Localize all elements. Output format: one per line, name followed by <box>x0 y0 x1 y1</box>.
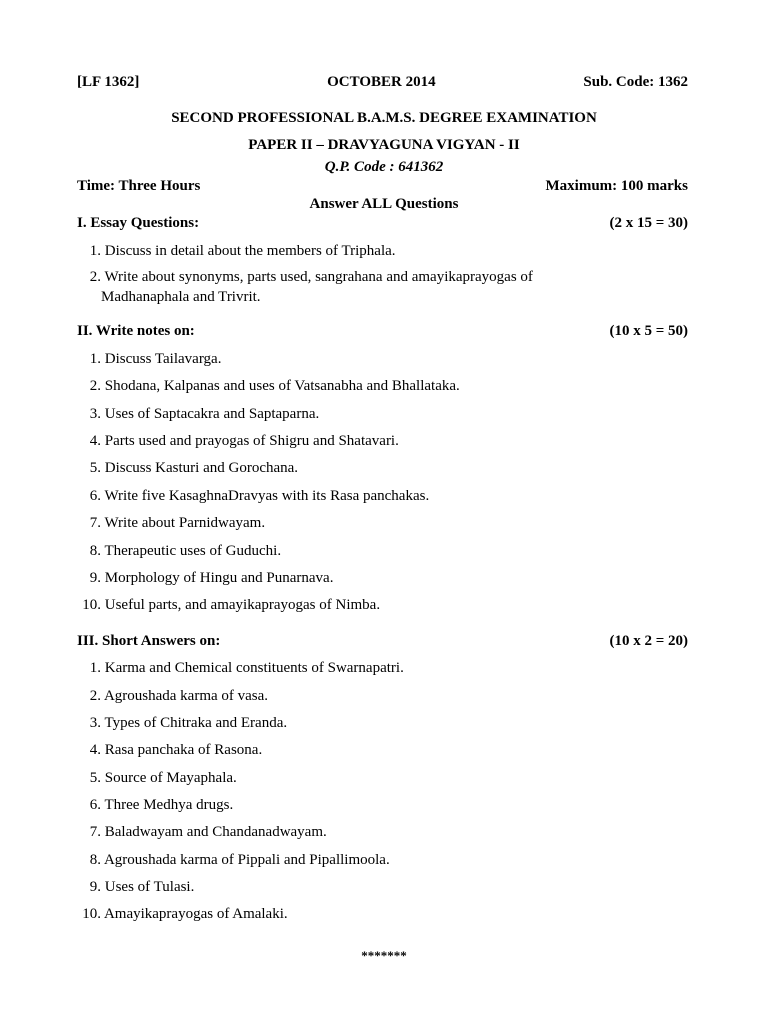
question-item <box>77 431 637 451</box>
time-marks-row <box>77 178 688 195</box>
question-text: Types of Chitraka and Eranda. <box>104 715 288 731</box>
question-text: Parts used and prayogas of Shigru and Shatavari. <box>104 433 399 449</box>
question-item <box>77 713 637 733</box>
question-item <box>77 404 637 424</box>
question-text: Three Medhya drugs. <box>104 797 234 813</box>
qp-code: Q.P. Code : 641362 <box>324 159 444 175</box>
time-allowed: Time: Three Hours <box>77 178 201 194</box>
question-number: 9. <box>89 570 101 586</box>
question-number: 2. <box>89 378 101 394</box>
question-number: 2. <box>89 269 101 285</box>
section-marks: (10 x 2 = 20) <box>609 633 688 649</box>
question-text: Morphology of Hingu and Punarnava. <box>104 570 334 586</box>
question-item <box>77 486 637 506</box>
question-number: 8. <box>89 543 101 559</box>
question-number: 6. <box>89 488 101 504</box>
section-marks: (10 x 5 = 50) <box>609 323 688 339</box>
question-item <box>77 458 637 478</box>
question-number: 1. <box>89 351 101 367</box>
question-number: 8. <box>89 852 101 868</box>
question-text: Agroushada karma of Pippali and Pipallimoola. <box>103 852 390 868</box>
question-number: 4. <box>89 742 101 758</box>
question-item <box>77 877 637 897</box>
question-text: Discuss Kasturi and Gorochana. <box>104 460 299 476</box>
question-text: Write about Parnidwayam. <box>104 515 266 531</box>
question-text: Baladwayam and Chandanadwayam. <box>104 824 327 840</box>
question-number: 2. <box>89 688 101 704</box>
question-text: Therapeutic uses of Guduchi. <box>104 543 282 559</box>
question-number: 4. <box>89 433 101 449</box>
subject-code: Sub. Code: 1362 <box>583 74 688 90</box>
question-item <box>77 568 637 588</box>
question-text: Write about synonyms, parts used, sangrahana and amayikaprayogas of <box>104 269 533 285</box>
question-text: Discuss in detail about the members of Triphala. <box>104 243 396 259</box>
question-item <box>77 686 637 706</box>
question-text: Agroushada karma of vasa. <box>103 688 269 704</box>
paper-title: PAPER II – DRAVYAGUNA VIGYAN - II <box>248 137 520 153</box>
question-number: 7. <box>89 824 101 840</box>
question-number: 1. <box>89 243 101 259</box>
question-text: Amayikaprayogas of Amalaki. <box>103 906 288 922</box>
header-row <box>77 74 688 91</box>
question-item <box>77 904 637 924</box>
question-item <box>77 349 637 369</box>
question-number: 9. <box>89 879 101 895</box>
question-item <box>77 740 637 760</box>
paper-code: [LF 1362] <box>77 74 140 90</box>
question-item <box>77 595 637 615</box>
question-text: Shodana, Kalpanas and uses of Vatsanabha and Bhallataka. <box>104 378 460 394</box>
question-text: Uses of Saptacakra and Saptaparna. <box>104 406 320 422</box>
question-number: 6. <box>89 797 101 813</box>
question-number: 10. <box>82 597 101 613</box>
exam-title: SECOND PROFESSIONAL B.A.M.S. DEGREE EXAMINATION <box>171 110 597 126</box>
question-item <box>77 267 637 287</box>
question-text: Rasa panchaka of Rasona. <box>104 742 263 758</box>
question-item <box>77 658 637 678</box>
question-text: Discuss Tailavarga. <box>104 351 222 367</box>
section-title: II. Write notes on: <box>77 323 195 339</box>
question-text: Write five KasaghnaDravyas with its Rasa panchakas. <box>104 488 430 504</box>
maximum-marks: Maximum: 100 marks <box>545 178 688 194</box>
question-text: Source of Mayaphala. <box>104 770 237 786</box>
question-number: 7. <box>89 515 101 531</box>
instruction: Answer ALL Questions <box>309 196 459 212</box>
question-item <box>77 768 637 788</box>
exam-month: OCTOBER 2014 <box>327 74 436 90</box>
question-number: 5. <box>89 770 101 786</box>
question-item <box>77 795 637 815</box>
question-text: Uses of Tulasi. <box>104 879 195 895</box>
section-title: III. Short Answers on: <box>77 633 221 649</box>
question-item <box>77 513 637 533</box>
question-number: 3. <box>89 715 101 731</box>
section-heading <box>77 215 688 232</box>
question-number: 5. <box>89 460 101 476</box>
question-item <box>77 241 637 261</box>
question-text: Useful parts, and amayikaprayogas of Nimba. <box>104 597 381 613</box>
question-text: Karma and Chemical constituents of Swarnapatri. <box>104 660 404 676</box>
question-item <box>77 376 637 396</box>
question-item <box>77 850 637 870</box>
question-number: 10. <box>82 906 101 922</box>
section-title: I. Essay Questions: <box>77 215 200 231</box>
question-number: 1. <box>89 660 101 676</box>
section-heading <box>77 323 688 340</box>
end-of-paper-mark: ******* <box>361 948 407 963</box>
section-heading <box>77 633 688 650</box>
section-marks: (2 x 15 = 30) <box>609 215 688 231</box>
question-continuation: Madhanaphala and Trivrit. <box>101 289 261 305</box>
question-item <box>77 541 637 561</box>
question-item <box>77 822 637 842</box>
question-number: 3. <box>89 406 101 422</box>
